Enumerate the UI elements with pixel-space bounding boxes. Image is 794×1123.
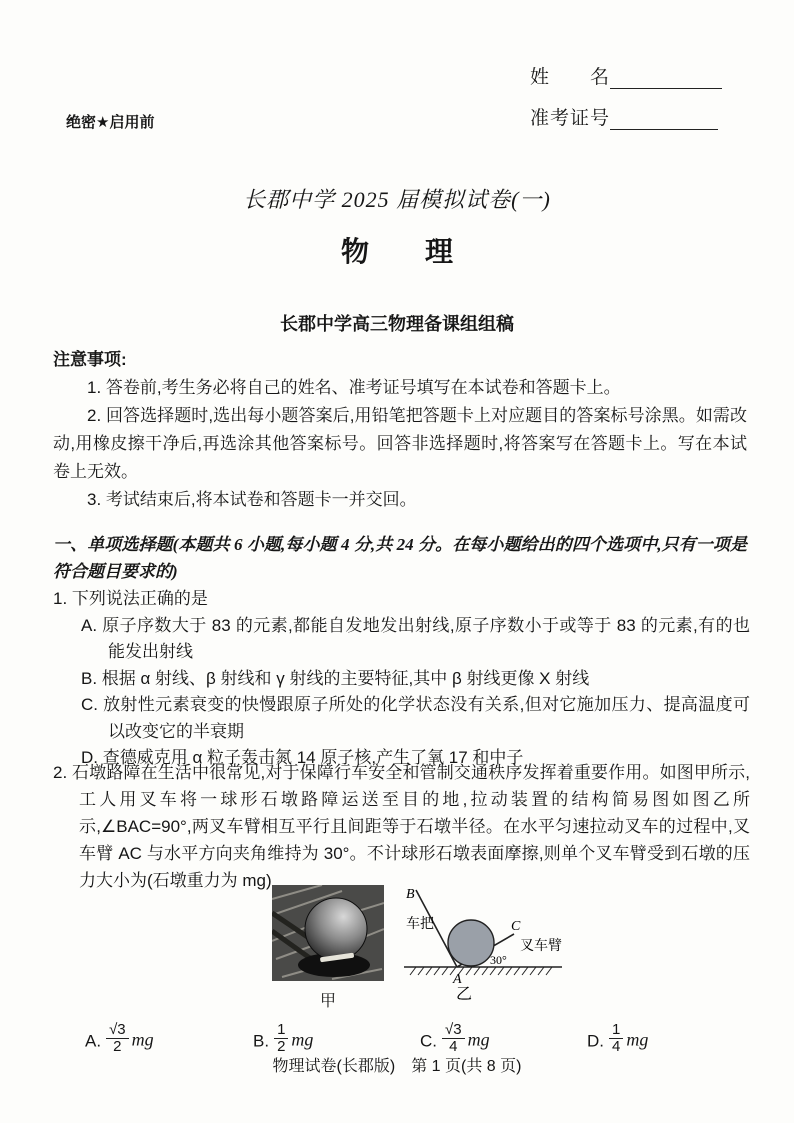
option-b-numerator: 1 <box>277 1021 286 1038</box>
option-c-mg: mg <box>467 1029 490 1050</box>
option-d-letter: D. <box>587 1031 604 1051</box>
option-a-numerator: √3 <box>109 1021 126 1038</box>
question-1-option-a: A. 原子序数大于 83 的元素,都能自发地发出射线,原子序数小于或等于 83 的元素,有的也能发出射线 <box>81 615 750 661</box>
subtitle: 长郡中学高三物理备课组组稿 <box>280 314 514 334</box>
exam-id-blank-line <box>610 108 718 130</box>
question-1-stem: 1. 下列说法正确的是 <box>53 589 208 608</box>
option-d-mg: mg <box>626 1029 649 1050</box>
question-1-option-b: B. 根据 α 射线、β 射线和 γ 射线的主要特征,其中 β 射线更像 X 射线 <box>81 668 590 688</box>
diagram-label-handle: 车把 <box>406 917 434 932</box>
option-b-fraction <box>274 1022 288 1055</box>
notice-heading: 注意事项: <box>53 350 127 369</box>
exam-id-row <box>530 103 718 130</box>
name-label: 姓 名 <box>530 67 611 88</box>
page-footer: 物理试卷(长郡版) 第 1 页(共 8 页) <box>272 1058 522 1075</box>
notice-item-2: 2. 回答选择题时,选出每小题答案后,用铅笔把答题卡上对应题目的答案标号涂黑。如需改动,用橡皮擦干净后,再选涂其他答案标号。回答非选择题时,将答案写在答题卡上。写在本试卷上无效。 <box>53 406 747 481</box>
option-d-denominator: 4 <box>609 1038 623 1055</box>
question-1 <box>53 586 750 772</box>
diagram-label-arm: 叉车臂 <box>520 939 562 954</box>
exam-title: 长郡中学 2025 届模拟试卷(一) <box>243 187 551 212</box>
secrecy-label: 绝密★启用前 <box>66 114 155 131</box>
option-b-letter: B. <box>253 1031 270 1051</box>
option-a-denominator: 2 <box>106 1038 129 1055</box>
name-blank-line <box>610 67 722 89</box>
question-1-option-c: C. 放射性元素衰变的快慢跟原子所处的化学状态没有关系,但对它施加压力、提高温度可以改变它的半衰期 <box>81 695 750 741</box>
option-c-denominator: 4 <box>442 1038 465 1055</box>
option-b-mg: mg <box>291 1029 314 1050</box>
forklift-arm-diagram <box>398 880 570 1004</box>
question-2-stem: 2. 石墩路障在生活中很常见,对于保障行车安全和管制交通秩序发挥着重要作用。如图甲所示,工人用叉车将一球形石墩路障运送至目的地,拉动装置的结构简易图如图乙所示,∠BAC=90°,两叉车臂相互平行且间距等于石墩半径。在水平匀速拉动叉车的过程中,叉车臂 AC 与水平方向夹角维持为 30°。不计球形石墩表面摩擦,则单个叉车臂受到石墩的压力大小为(石墩重力为 mg) <box>53 763 750 890</box>
notice-block <box>53 346 747 514</box>
diagram-label-a: A <box>453 972 462 987</box>
option-c-numerator: √3 <box>445 1021 462 1038</box>
option-d-fraction <box>609 1022 623 1055</box>
option-c-fraction <box>442 1022 465 1055</box>
option-c-letter: C. <box>420 1031 437 1051</box>
diagram-label-angle: 30° <box>490 953 507 967</box>
option-a-letter: A. <box>85 1031 102 1051</box>
option-b-denominator: 2 <box>274 1038 288 1055</box>
figure-diagram-yi <box>398 880 570 1009</box>
bollard-photo-image <box>272 885 384 981</box>
photo-caption: 甲 <box>319 993 336 1010</box>
diagram-caption: 乙 <box>456 986 473 1003</box>
notice-item-3: 3. 考试结束后,将本试卷和答题卡一并交回。 <box>87 490 417 509</box>
subject-title: 物 理 <box>340 236 453 267</box>
name-row <box>530 62 722 89</box>
diagram-label-b: B <box>406 887 415 902</box>
option-d-numerator: 1 <box>612 1021 621 1038</box>
exam-id-label: 准考证号 <box>530 108 611 129</box>
question-2 <box>53 759 750 894</box>
question-1-option-d: D. 查德威克用 α 粒子轰击氮 14 原子核,产生了氧 17 和中子 <box>81 748 524 767</box>
section-heading: 一、单项选择题(本题共 6 小题,每小题 4 分,共 24 分。在每小题给出的四个选项中,只有一项是符合题目要求的) <box>53 535 747 581</box>
figure-photo-jia <box>272 885 384 1011</box>
diagram-label-c: C <box>511 919 521 934</box>
option-a-fraction <box>106 1022 129 1055</box>
notice-item-1: 1. 答卷前,考生务必将自己的姓名、准考证号填写在本试卷和答题卡上。 <box>87 378 621 397</box>
option-a-mg: mg <box>131 1029 154 1050</box>
